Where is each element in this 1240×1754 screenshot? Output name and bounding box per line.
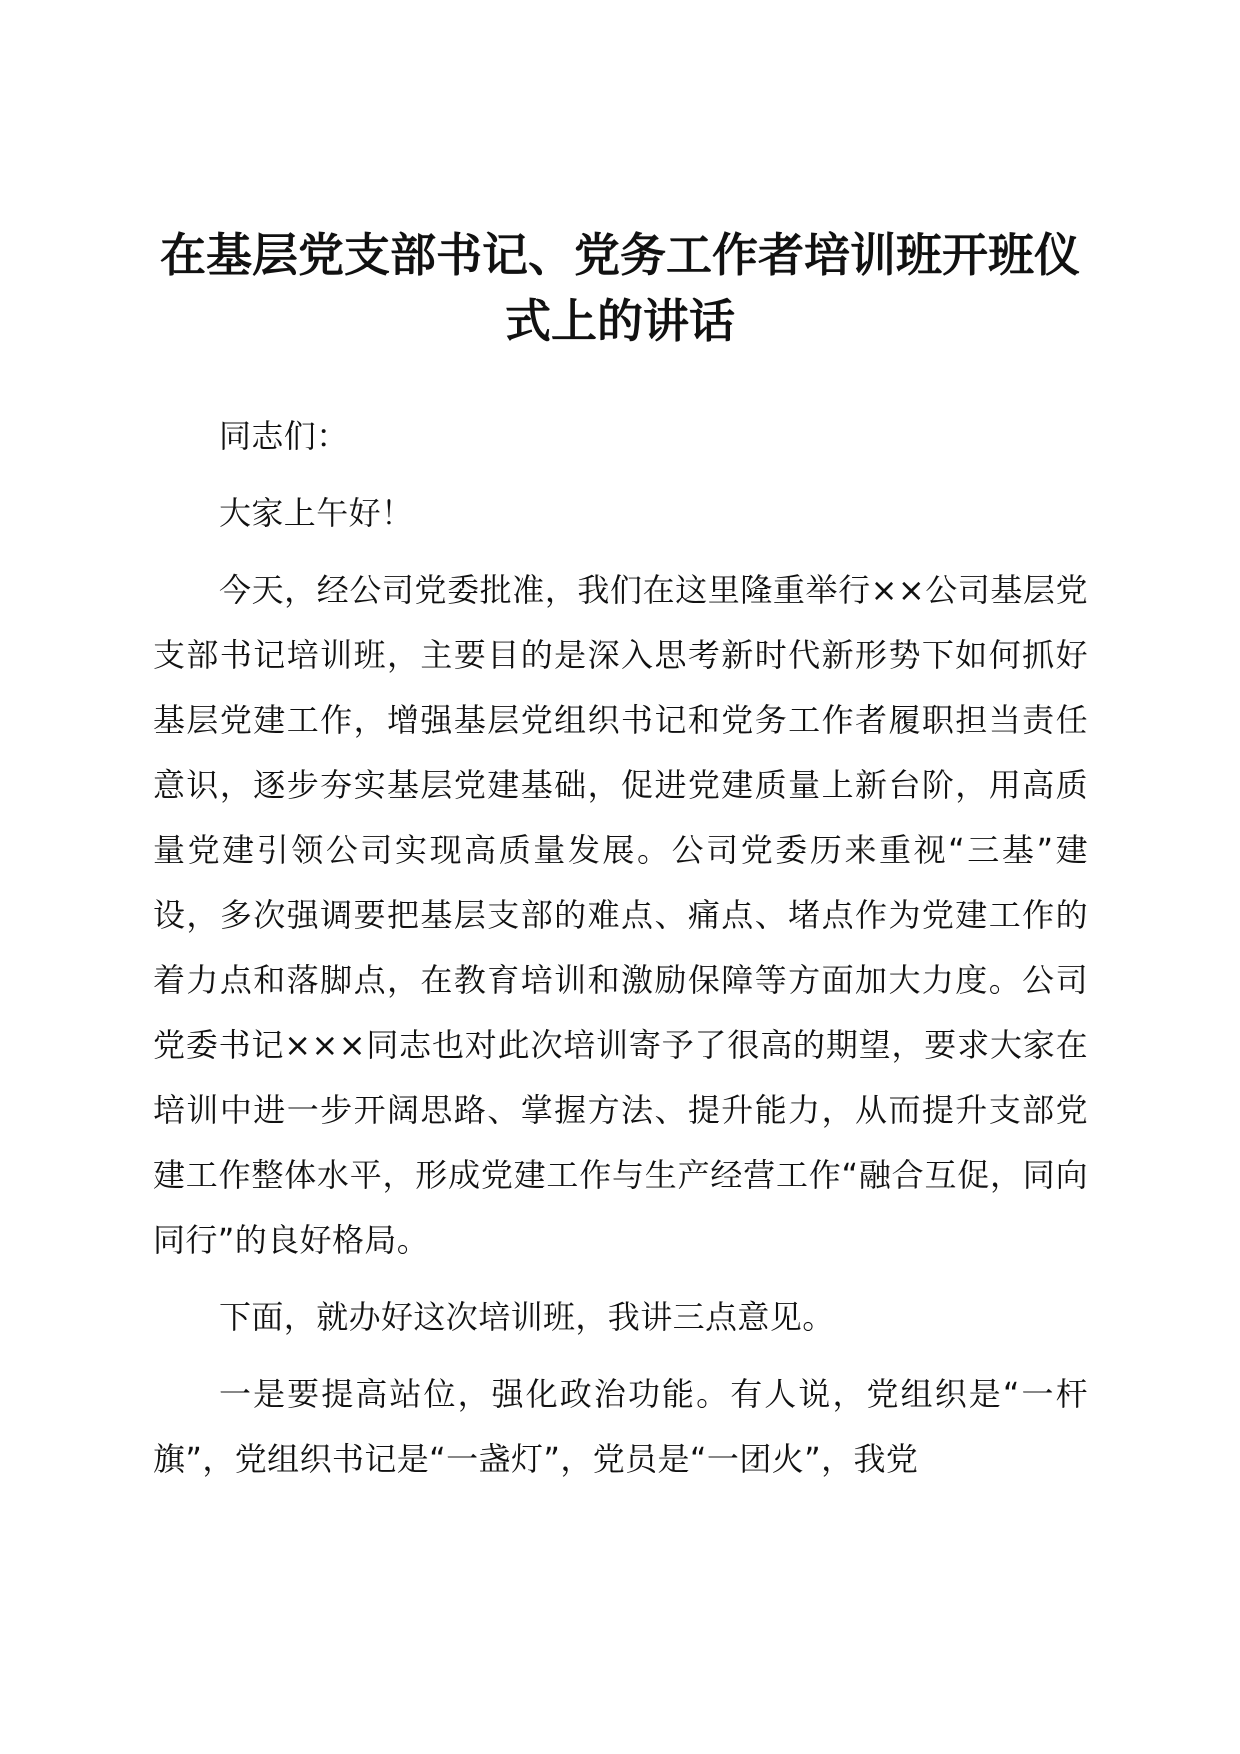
document-title [140, 222, 1100, 354]
document-title-line-1: 在基层党支部书记、党务工作者培训班开班仪 [160, 228, 1080, 282]
intro-paragraph: 今天，经公司党委批准，我们在这里隆重举行××公司基层党支部书记培训班，主要目的是深入思考新时代新形势下如何抓好基层党建工作，增强基层党组织书记和党务工作者履职担当责任意识，逐步夯实基层党建基础，促进党建质量上新台阶，用高质量党建引领公司实现高质量发展。公司党委历来重视“三基”建设，多次强调要把基层支部的难点、痛点、堵点作为党建工作的着力点和落脚点，在教育培训和激励保障等方面加大力度。公司党委书记×××同志也对此次培训寄予了很高的期望，要求大家在培训中进一步开阔思路、掌握方法、提升能力，从而提升支部党建工作整体水平，形成党建工作与生产经营工作“融合互促，同向同行”的良好格局。 [153, 571, 1088, 1259]
document-title-line-2: 式上的讲话 [505, 294, 735, 348]
transition-paragraph: 下面，就办好这次培训班，我讲三点意见。 [219, 1298, 835, 1336]
point-one-paragraph: 一是要提高站位，强化政治功能。有人说，党组织是“一杆旗”，党组织书记是“一盏灯”，党员是“一团火”，我党 [153, 1375, 1088, 1478]
document-body [153, 404, 1088, 1492]
salutation-paragraph: 同志们： [219, 417, 349, 455]
greeting-paragraph: 大家上午好！ [219, 494, 414, 532]
